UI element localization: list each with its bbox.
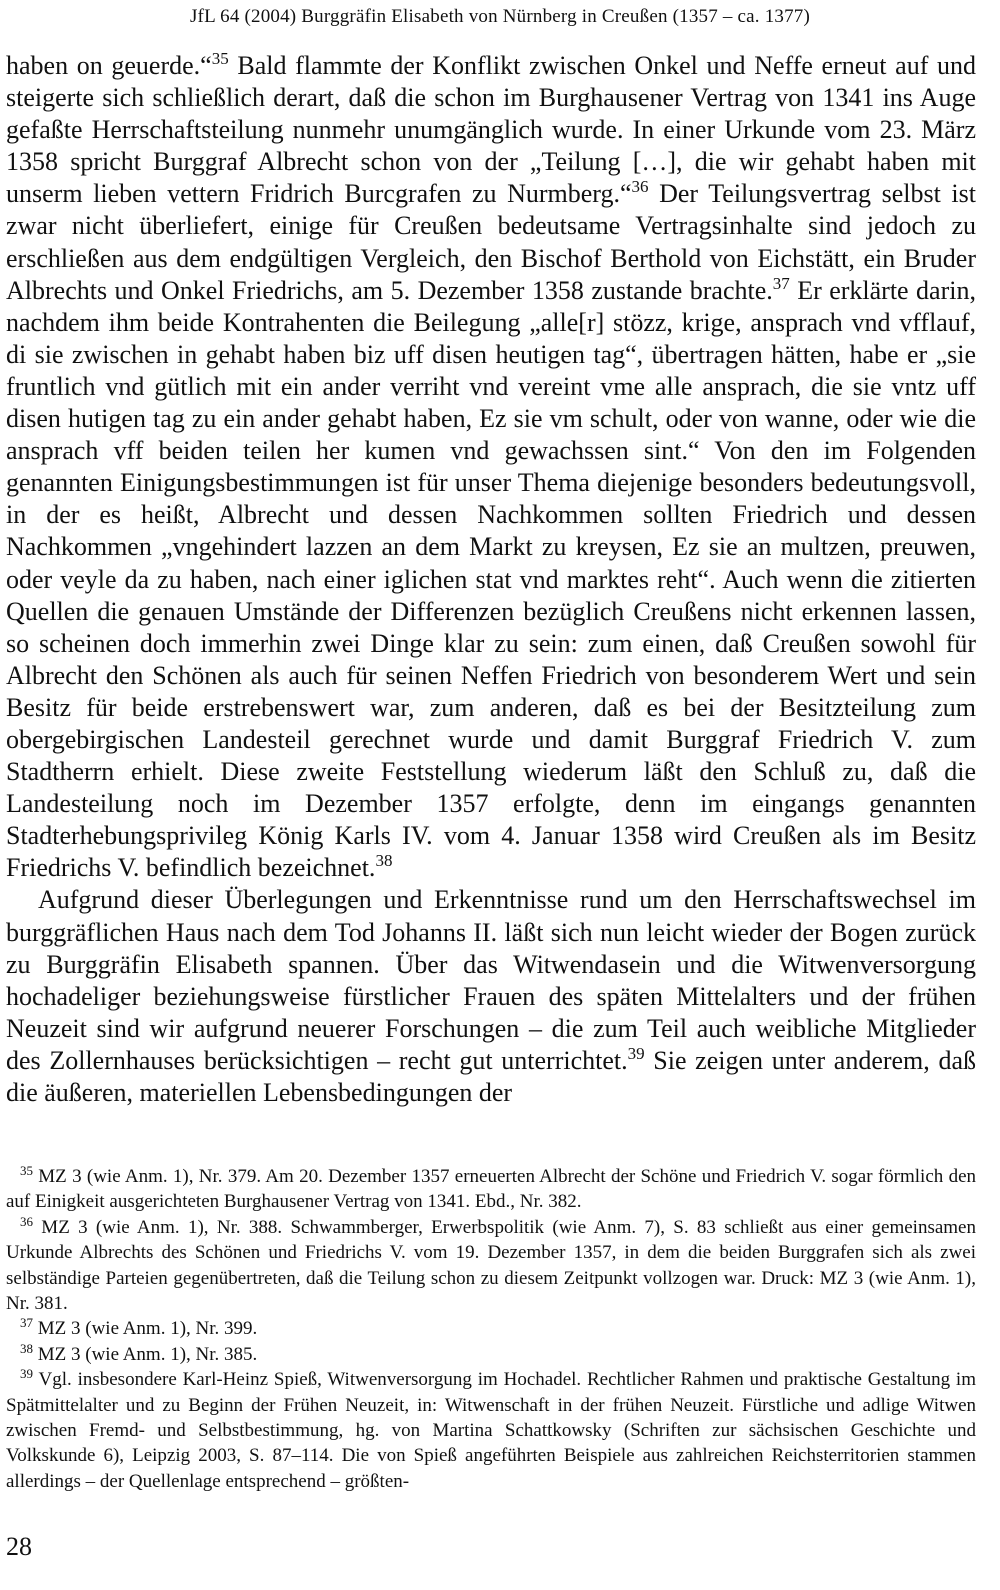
footnote-text: MZ 3 (wie Anm. 1), Nr. 388. Schwammberger, Erwerbspolitik (wie Anm. 7), S. 83 schließt aus einer gemeinsamen Urkunde Albrechts des Schönen und Friedrichs V. vom 19. Dezember 1357, in dem die beiden Burggrafen sich als zwei selbständige Parteien gegenübertreten, daß die Teilung schon zu diesem Zeitpunkt vollzogen war. Druck: MZ 3 (wie Anm. 1), Nr. 381.	[6, 1216, 976, 1315]
footnote-text: Vgl. insbesondere Karl-Heinz Spieß, Witwenversorgung im Hochadel. Rechtlicher Rahmen und praktische Gestaltung im Spätmittelalter und zu Beginn der Frühen Neuzeit, in: Witwenschaft in der frühen Neuzeit. Fürstliche und adlige Witwen zwischen Fremd- und Selbstbestimmung, hg. von Martina Schattkowsky (Schriften zur sächsischen Geschichte und Volkskunde 6), Leipzig 2003, S. 87–114. Die von Spieß angeführten Beispiele aus zahlreichen Reichsterritorien stammen allerdings – der Quellenlage entsprechend – größten-	[6, 1369, 976, 1492]
footnote-ref[interactable]: 39	[627, 1043, 645, 1063]
text-segment: Aufgrund dieser Überlegungen und Erkenntnisse rund um den Herrschaftswechsel im burggräflichen Haus nach dem Tod Johanns II. läßt sich nun leicht wieder der Bogen zurück zu Burggräfin Elisabeth spannen. Über das Witwendasein und die Witwenversorgung hochadeliger beziehungsweise fürstlicher Frauen des späten Mittelalters und der frühen Neuzeit sind wir aufgrund neuerer Forschungen – die zum Teil auch weibliche Mitglieder des Zollernhauses berücksichtigen – recht gut unterrichtet.	[6, 885, 976, 1075]
footnote-number: 38	[20, 1340, 33, 1356]
footnote-number: 35	[20, 1163, 33, 1178]
footnote	[6, 1215, 976, 1317]
footnote-number: 36	[20, 1213, 33, 1229]
footnote	[6, 1367, 976, 1494]
footnote	[6, 1316, 976, 1341]
paragraph	[6, 884, 976, 1109]
footnote-number: 39	[20, 1366, 33, 1382]
footnote-ref[interactable]: 35	[211, 49, 229, 68]
footnote-ref[interactable]: 37	[772, 273, 790, 293]
running-head: JfL 64 (2004) Burggräfin Elisabeth von Nürnberg in Creußen (1357 – ca. 1377)	[189, 6, 811, 27]
text-segment: Der Teilungsvertrag selbst ist zwar nicht überliefert, einige für Creußen bedeutsame Vertragsinhalte sind jedoch zu erschließen aus dem endgültigen Vergleich, den Bischof Berthold von Eichstätt, ein Bruder Albrechts und Onkel Friedrichs, am 5. Dezember 1358 zustande brachte.	[6, 179, 976, 305]
footnote-ref[interactable]: 38	[375, 851, 393, 871]
text-segment: haben on geuerde.“	[6, 51, 212, 80]
footnotes	[6, 1164, 976, 1494]
footnote	[6, 1342, 976, 1367]
text-segment: Er erklärte darin, nachdem ihm beide Kontrahenten die Beilegung „alle[r] stözz, krige, ansprach vnd vfflauf, di sie zwischen in gehabt haben biz uff disen heutigen tag“, übertragen hätten, habe er „sie fruntlich vnd gütlich mit ein ander verriht vnd vereint vme alle ansprach, die sie vntz uff disen hutigen tag zu ein ander gehabt haben, Ez sie vm schult, oder von wanne, oder wie die ansprach vff beiden teilen her kumen vnd gewachssen sint.“ Von den im Folgenden genannten Einigungsbestimmungen ist für unser Thema diejenige besonders bedeutungsvoll, in der es heißt, Albrecht und dessen Nachkommen sollten Friedrich und dessen Nachkommen „vngehindert lazzen an dem Markt zu kreysen, Ez sie an multzen, preuwen, oder veyle da zu haben, nach einer iglichen stat vnd marktes reht“. Auch wenn die zitierten Quellen die genauen Umstände der Differenzen bezüglich Creußens nicht erkennen lassen, so scheinen doch immerhin zwei Dinge klar zu sein: zum einen, daß Creußen sowohl für Albrecht den Schönen als auch für seinen Neffen Friedrich von besonderem Wert und sein Besitz für beide erstrebenswert war, zum anderen, daß es bei der Besitzteilung zum obergebirgischen Landesteil gerechnet wurde und damit Burggraf Friedrich V. zum Stadtherrn erhielt. Diese zweite Feststellung wiederum läßt den Schluß zu, daß die Landesteilung noch im Dezember 1357 erfolgte, denn im eingangs genannten Stadterhebungsprivileg König Karls IV. vom 4. Januar 1358 wird Creußen als im Besitz Friedrichs V. befindlich bezeichnet.	[6, 275, 976, 883]
footnote-text: MZ 3 (wie Anm. 1), Nr. 399.	[33, 1318, 258, 1340]
footnote-text: MZ 3 (wie Anm. 1), Nr. 379. Am 20. Dezember 1357 erneuerten Albrecht der Schöne und Friedrich V. sogar förmlich den auf Einigkeit ausgerichteten Burghausener Vertrag von 1341. Ebd., Nr. 382.	[6, 1166, 976, 1213]
footnote-ref[interactable]: 36	[631, 177, 649, 197]
footnote-text: MZ 3 (wie Anm. 1), Nr. 385.	[33, 1343, 258, 1365]
paragraph	[6, 50, 976, 884]
body-text	[6, 50, 976, 1109]
text-segment: Bald flammte der Konflikt zwischen Onkel und Neffe erneut auf und steigerte sich schließlich derart, daß die schon im Burghausener Vertrag von 1341 ins Auge gefaßte Herrschaftsteilung nunmehr unumgänglich wurde. In einer Urkunde vom 23. März 1358 spricht Burggraf Albrecht schon von der „Teilung […], die wir gehabt haben mit unserm lieben vettern Fridrich Burcgrafen zu Nurmberg.“	[6, 51, 976, 209]
footnote-number: 37	[20, 1315, 33, 1331]
footnote	[6, 1164, 976, 1215]
text-segment: Sie zeigen unter anderem, daß die äußeren, materiellen Lebensbedingungen der	[6, 1045, 976, 1107]
page-number: 28	[6, 1532, 32, 1561]
